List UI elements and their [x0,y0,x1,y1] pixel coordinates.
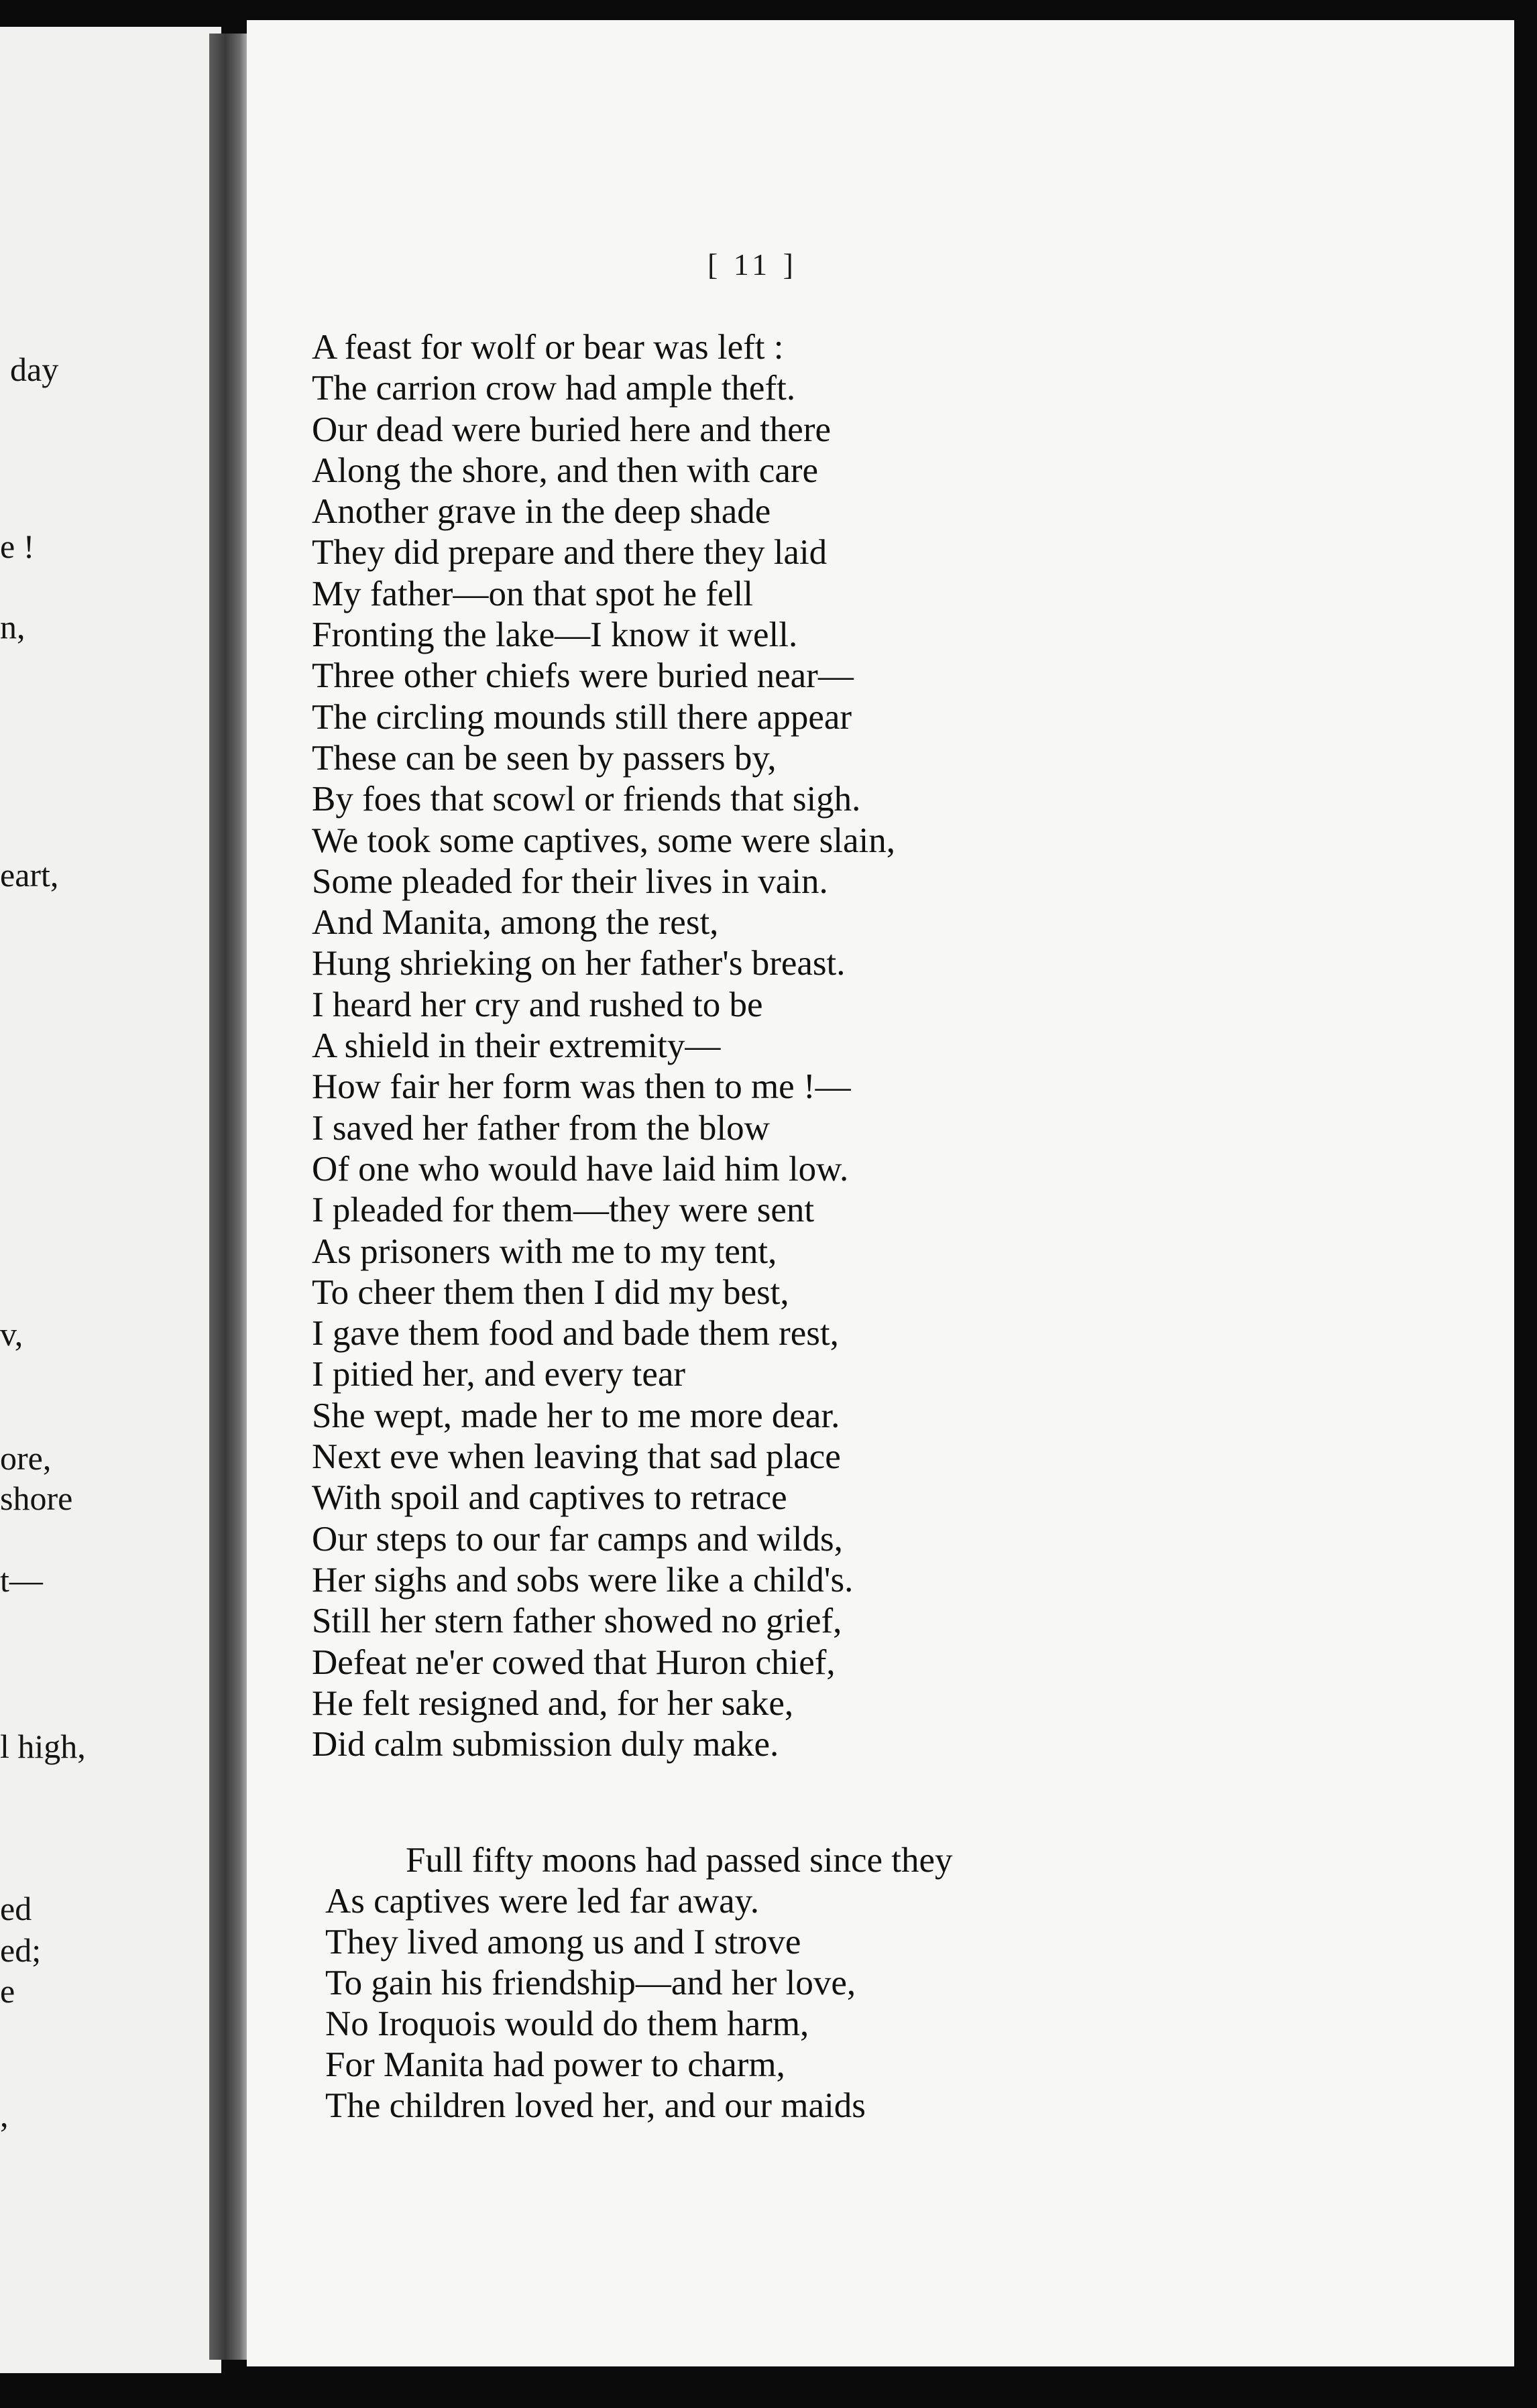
poem-line: Fronting the lake—I know it well. [312,615,798,655]
left-fragment-n: n, [0,608,25,646]
left-fragment-ed: ed [0,1890,32,1927]
poem-line: For Manita had power to charm, [325,2045,785,2084]
poem-line: By foes that scowl or friends that sigh. [312,780,861,819]
poem-line: Did calm submission duly make. [312,1725,779,1764]
left-fragment-shore: shore [0,1480,73,1517]
left-fragment-e: e ! [0,528,35,565]
book-gutter [209,34,249,2360]
poem-line: Full fifty moons had passed since they [406,1841,953,1880]
poem-line: Along the shore, and then with care [312,450,819,490]
poem-line: The circling mounds still there appear [312,697,852,737]
left-fragment-high: l high, [0,1728,86,1765]
poem-line: The children loved her, and our maids [325,2086,866,2125]
poem-line: I pleaded for them—they were sent [312,1191,815,1230]
poem-line: I pitied her, and every tear [312,1355,686,1394]
left-fragment-ed-semicolon: ed; [0,1931,42,1969]
poem-line: These can be seen by passers by, [312,738,777,778]
poem-line: Three other chiefs were buried near— [312,656,854,696]
page-number: [ 11 ] [707,247,797,282]
poem-line: I heard her cry and rushed to be [312,985,763,1024]
left-fragment-day: day [10,351,59,388]
poem-line: I gave them food and bade them rest, [312,1314,839,1353]
poem-line: Still her stern father showed no grief, [312,1602,842,1641]
poem-line: Our dead were buried here and there [312,410,831,449]
poem-line: Some pleaded for their lives in vain. [312,861,828,901]
poem-line: How fair her form was then to me !— [312,1067,851,1107]
poem-line: To gain his friendship—and her love, [325,1964,856,2002]
poem-line: With spoil and captives to retrace [312,1478,787,1518]
poem-line: Of one who would have laid him low. [312,1149,849,1189]
poem-line: We took some captives, some were slain, [312,821,895,860]
poem-line: My father—on that spot he fell [312,574,753,613]
left-fragment-t: t— [0,1561,43,1599]
poem-line: To cheer them then I did my best, [312,1272,789,1312]
left-fragment-ore: ore, [0,1439,52,1477]
poem-line: The carrion crow had ample theft. [312,369,796,408]
poem-line: A feast for wolf or bear was left : [312,328,784,367]
poem-line: Another grave in the deep shade [312,492,771,532]
poem-line: And Manita, among the rest, [312,903,719,943]
left-fragment-v: v, [0,1315,23,1353]
poem-line: As prisoners with me to my tent, [312,1231,777,1271]
stanza-1 [312,327,895,1765]
stanza-2 [325,1840,953,2126]
poem-line: I saved her father from the blow [312,1108,770,1148]
poem-line: No Iroquois would do them harm, [325,2004,809,2043]
poem-line: Our steps to our far camps and wilds, [312,1519,843,1559]
poem-line: Hung shrieking on her father's breast. [312,944,846,983]
left-fragment-e-lower: e [0,1972,15,2010]
poem-line: Defeat ne'er cowed that Huron chief, [312,1642,836,1682]
poem-line: They did prepare and there they laid [312,533,828,573]
poem-line: They lived among us and I strove [325,1923,801,1962]
poem-line: Her sighs and sobs were like a child's. [312,1560,854,1600]
left-fragment-comma: , [0,2096,9,2134]
left-fragment-eart: eart, [0,856,59,894]
poem-line: She wept, made her to me more dear. [312,1396,840,1435]
poem-line: Next eve when leaving that sad place [312,1437,841,1477]
poem-line: A shield in their extremity— [312,1026,721,1066]
left-page [0,27,221,2373]
poem-line: He felt resigned and, for her sake, [312,1683,794,1723]
poem-line: As captives were led far away. [325,1882,759,1921]
